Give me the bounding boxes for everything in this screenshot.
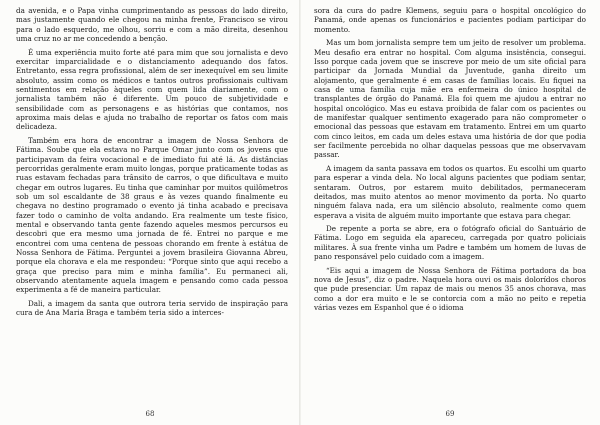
right-paragraph-2: Mas um bom jornalista sempre tem um jeito de resolver um problema. Meu desafio era entrar no hospital. Com alguma insistência, consegui. Isso porque cada jovem que se inscreve por meio de um site oficial para participar da Jornada Mundial da Juventude, ganha direito um alojamento, que geralmente é em casas de famílias locais. Eu fiquei na casa de uma família cuja mãe era enfermeira do único hospital de transplantes de órgão do Panamá. Ela foi quem me ajudou a entrar no hospital oncológico. Mas eu estava proibida de falar com os pacientes ou de manifestar qualquer sentimento exagerado para não comprometer o emocional das pessoas que estavam em tratamento. Entrei em um quarto com cinco leitos, em cada um deles estava uma história de dor que podia ser facilmente percebida no olhar daquelas pessoas que me observavam passar. xyxy=(314,38,586,160)
right-page-number: 69 xyxy=(445,410,455,418)
right-paragraph-3: A imagem da santa passava em todos os quartos. Eu escolhi um quarto para esperar a vinda dela. No local alguns pacientes que podiam sentar, sentaram. Outros, por estarem muito debilitados, permaneceram deitados, mas muito atentos ao menor movimento da porta. No quarto ninguém falava nada, era um silêncio absoluto, realmente como quem esperava a visita de alguém muito importante que estava para chegar. xyxy=(314,163,586,220)
left-paragraph-1: da avenida, e o Papa vinha cumprimentando as pessoas do lado direito, mas justamente quando ele chegou na minha frente, Francisco se virou para o lado esquerdo, me olhou, sorriu e com a mão direita, desenhou uma cruz no ar me concedendo a benção. xyxy=(16,6,288,44)
left-paragraph-2: É uma experiência muito forte até para mim que sou jornalista e devo exercitar imparcialidade e o distanciamento adequando dos fatos. Entretanto, essa regra profissional, além de ser inexequível em seu limite absoluto, assim como os médicos e tantos outros profissionais cultivam sentimentos em relação àqueles com quem lida diariamente, com o jornalista também não é diferente. Um pouco de subjetividade e sensibilidade com as personagens e as histórias que contamos, nos aproxima mais delas e ajuda no trabalho de reportar os fatos com mais delicadeza. xyxy=(16,47,288,132)
left-page-number: 68 xyxy=(145,410,155,418)
right-paragraph-5: “Eis aqui a imagem de Nossa Senhora de Fátima portadora da boa nova de Jesus”, diz o padre. Naquela hora ouvi os mais dolorídos choros que pude presenciar. Um rapaz de mais ou menos 35 anos chorava, mas como a dor era muito e le se contorcia com a mão no peito e repetia várias vezes em Espanhol que é o idioma xyxy=(314,265,586,313)
right-paragraph-1: sora da cura do padre Klemens, seguiu para o hospital oncológico do Panamá, onde apenas os funcionários e pacientes podiam participar do momento. xyxy=(314,6,586,34)
left-paragraph-3: Também era hora de encontrar a imagem de Nossa Senhora de Fátima. Soube que ela estava no Parque Omar junto com os jovens que participavam da feira vocacional e de imediato fui até lá. As distâncias percorridas geralmente eram muito longas, porque praticamente todas as ruas estavam fechadas para trânsito de carros, o que dificultava e muito chegar em outros lugares. Eu tinha que caminhar por muitos quilômetros sob um sol escaldante de 38 graus e às vezes quando finalmente eu chegava no destino programado o evento já tinha acabado e precisava fazer todo o caminho de volta andando. Era realmente um teste físico, mental e observando tanta gente fazendo aqueles mesmos percursos eu descobri que era mesmo uma jornada de fé. Entrei no parque e me encontrei com uma centena de pessoas chorando em frente à estátua de Nossa Senhora de Fátima. Perguntei a jovem brasileira Giovanna Abreu, porque ela chorava e ela me respondeu: “Porque sinto que aqui recebo a graça que preciso para mim e minha família”. Eu permaneci ali, observando atentamente aquela imagem e pensando como cada pessoa experimenta a fé de maneira particular. xyxy=(16,135,288,295)
right-paragraph-4: De repente a porta se abre, era o fotógrafo oficial do Santuário de Fátima. Logo em seguida ela apareceu, carregada por quatro policiais militares. À sua frente vinha um Padre e também um homem de luvas de pano responsável pelo cuidado com a imagem. xyxy=(314,224,586,262)
right-page xyxy=(300,0,600,425)
left-paragraph-4: Dali, a imagem da santa que outrora teria servido de inspiração para cura de Ana Maria Braga e também teria sido a interces- xyxy=(16,298,288,318)
